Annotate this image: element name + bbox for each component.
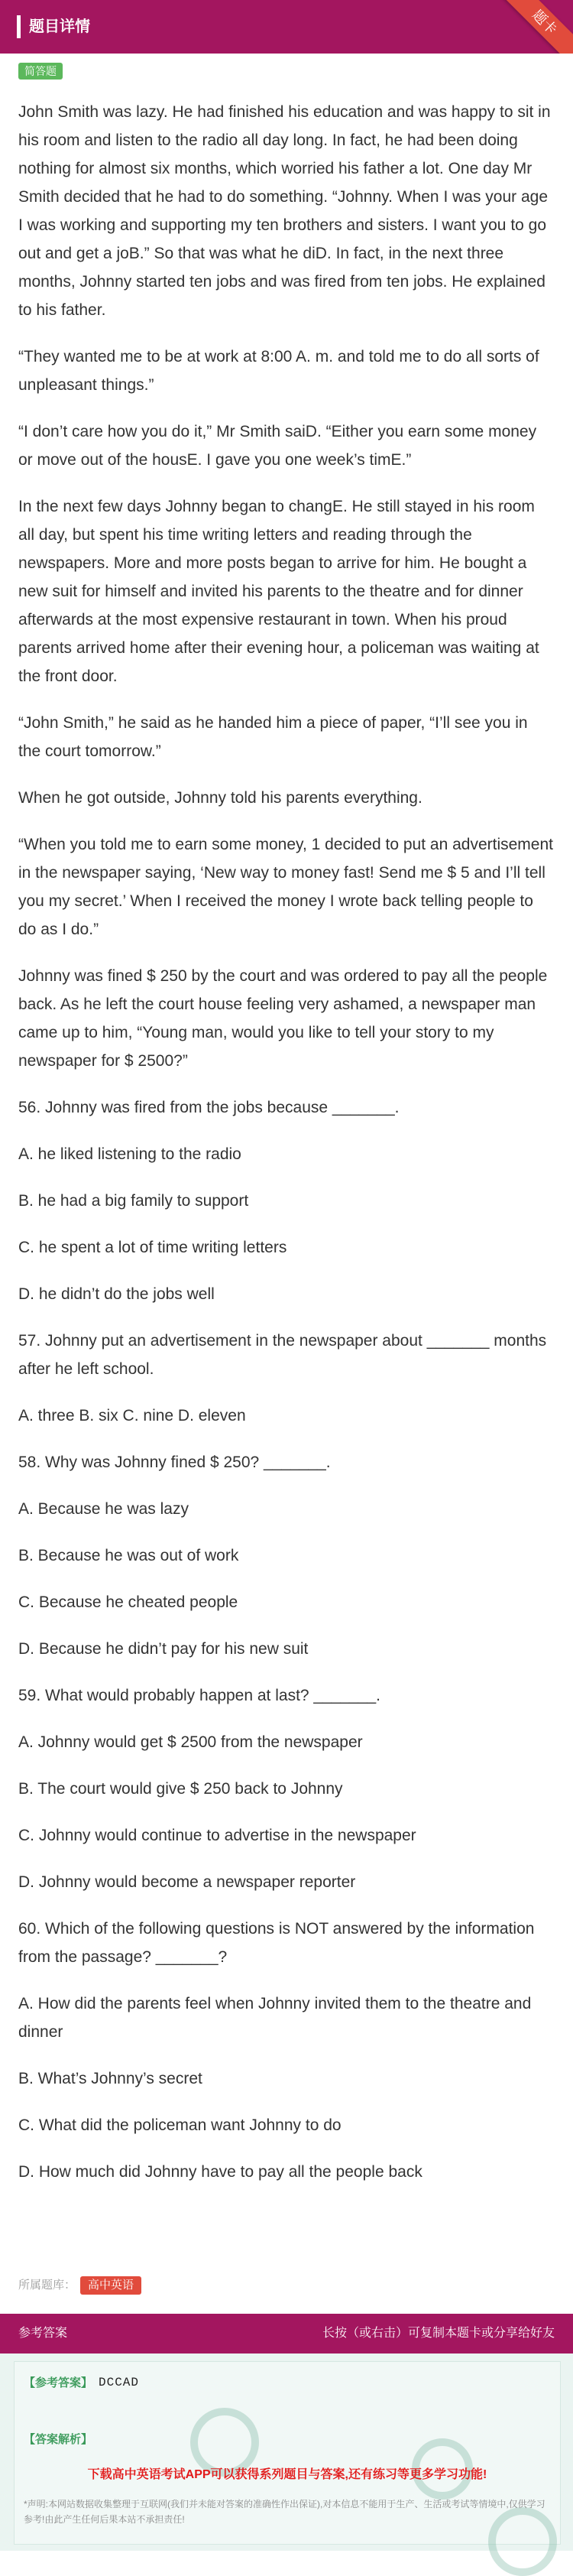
question-option: A. three B. six C. nine D. eleven <box>18 1407 246 1424</box>
passage-paragraph: Johnny was fined $ 250 by the court and was ordered to pay all the people back. As he left the court house feeling very ashamed, a newspaper man came up to him, “Young man, would you like to tell your story to my newspaper for $ 2500?” <box>18 967 548 1070</box>
source-tag[interactable]: 高中英语 <box>80 2276 141 2295</box>
page-title: 题目详情 <box>29 18 90 35</box>
question-stem: 56. Johnny was fired from the jobs because _______. <box>18 1099 400 1116</box>
question-option: D. he didn’t do the jobs well <box>18 1285 215 1303</box>
question-stem: 57. Johnny put an advertisement in the newspaper about _______ months after he left school. <box>18 1332 547 1378</box>
passage-paragraph: “They wanted me to be at work at 8:00 A. m. and told me to do all sorts of unpleasant things.” <box>18 348 539 394</box>
question-option: C. What did the policeman want Johnny to do <box>18 2116 342 2134</box>
answer-box <box>14 2361 561 2545</box>
question-option: A. he liked listening to the radio <box>18 1145 241 1163</box>
passage-paragraph: In the next few days Johnny began to changE. He still stayed in his room all day, but spent his time writing letters and reading through the newspapers. More and more posts began to arrive for him. He bought a new suit for himself and invited his parents to the theatre and for dinner afterwards at the most expensive restaurant in town. When his proud parents arrived home after their evening hour, a policeman was waiting at the front door. <box>18 498 539 685</box>
passage-paragraph: “I don’t care how you do it,” Mr Smith saiD. “Either you earn some money or move out of the housE. I gave you one week’s timE.” <box>18 423 537 469</box>
question-option: A. Because he was lazy <box>18 1500 189 1518</box>
top-header <box>0 0 573 54</box>
question-option: D. Johnny would become a newspaper reporter <box>18 1873 356 1891</box>
question-option: D. How much did Johnny have to pay all the people back <box>18 2163 422 2181</box>
passage-paragraph: John Smith was lazy. He had finished his education and was happy to sit in his room and listen to the radio all day long. In fact, he had been doing nothing for almost six months, which worried his father a lot. One day Mr Smith decided that he had to do something. “Johnny. When I was your age I was working and supporting my ten brothers and sisters. I want you to go out and get a joB.” So that was what he diD. In fact, in the next three months, Johnny started ten jobs and was fired from ten jobs. He explained to his father. <box>18 103 551 319</box>
question-type-badge: 简答题 <box>18 63 63 80</box>
answer-analysis-label: 【答案解析】 <box>24 2433 93 2446</box>
question-option: C. Because he cheated people <box>18 1593 238 1611</box>
disclaimer-text: *声明:本网站数据收集整理于互联网(我们并未能对答案的准确性作出保证),对本信息不能用于生产、生活或考试等情境中,仅供学习参考!由此产生任何后果本站不承担责任! <box>24 2499 545 2525</box>
passage-paragraph: “John Smith,” he said as he handed him a piece of paper, “I’ll see you in the court tomorrow.” <box>18 714 528 760</box>
passage-paragraph: “When you told me to earn some money, 1 decided to put an advertisement in the newspaper saying, ‘New way to money fast! Send me $ 5 and I’ll tell you my secret.’ When I received the money I wrote back telling people to do as I do.” <box>18 836 553 938</box>
question-stem: 59. What would probably happen at last? _______. <box>18 1687 381 1704</box>
question-stem: 60. Which of the following questions is NOT answered by the information from the passage? _______? <box>18 1920 535 1966</box>
card-ribbon: 题卡 <box>496 0 573 54</box>
question-bank-source <box>18 2276 141 2295</box>
question-option: B. Because he was out of work <box>18 1547 239 1564</box>
reference-answer-label: 【参考答案】 <box>24 2376 93 2389</box>
question-option: D. Because he didn’t pay for his new suit <box>18 1640 309 1658</box>
question-option: C. he spent a lot of time writing letters <box>18 1239 287 1256</box>
copy-share-hint: 长按（或右击）可复制本题卡或分享给好友 <box>322 2327 555 2340</box>
answer-bar <box>0 2314 573 2353</box>
question-stem: 58. Why was Johnny fined $ 250? _______. <box>18 1454 331 1471</box>
app-download-promo[interactable]: 下载高中英语考试APP可以获得系列题目与答案,还有练习等更多学习功能! <box>87 2468 487 2481</box>
question-option: C. Johnny would continue to advertise in the newspaper <box>18 1827 416 1844</box>
question-option: A. How did the parents feel when Johnny invited them to the theatre and dinner <box>18 1995 532 2041</box>
question-option: A. Johnny would get $ 2500 from the newspaper <box>18 1733 363 1751</box>
question-option: B. What’s Johnny’s secret <box>18 2070 202 2087</box>
question-content <box>18 98 553 2204</box>
question-option: B. he had a big family to support <box>18 1192 249 1210</box>
passage-paragraph: When he got outside, Johnny told his parents everything. <box>18 789 422 807</box>
answer-panel <box>0 2353 573 2551</box>
question-option: B. The court would give $ 250 back to Johnny <box>18 1780 343 1798</box>
source-label: 所属题库： <box>18 2279 76 2292</box>
reference-answer-value: DCCAD <box>99 2376 140 2389</box>
answer-bar-title: 参考答案 <box>18 2327 68 2340</box>
header-accent-bar <box>17 15 21 38</box>
